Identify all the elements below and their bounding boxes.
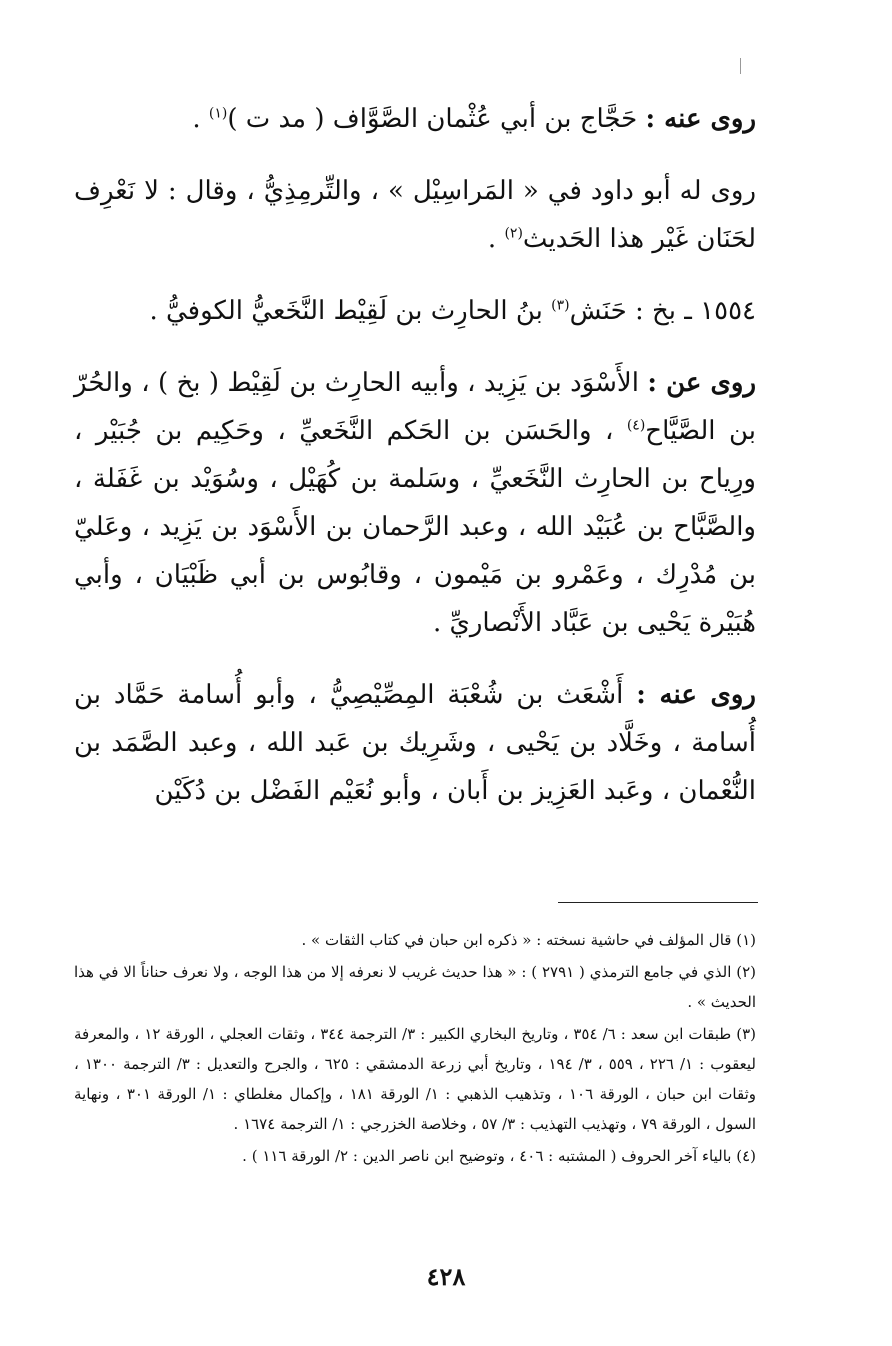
footnote-2: (٢) الذي في جامع الترمذي ( ٢٧٩١ ) : « هذا حديث غريب لا نعرفه إلا من هذا الوجه ، ولا نعرف حناناً الا في هذا الحديث » . [74, 963, 757, 1011]
paragraph-tail: بنُ الحارِث بن لَقِيْط النَّخَعيُّ الكوفيُّ . [149, 296, 552, 326]
paragraph-tail: . [192, 104, 209, 134]
paragraph-text: أَشْعَث بن شُعْبَة المِصِّيْصِيُّ ، وأبو أُسامة حَمَّاد بن أُسامة ، وخَلَّاد بن يَحْيى ، وشَرِيك بن عَبد الله ، وعبد الصَّمَد بن النُّعْمان ، وعَبد العَزِيز بن أَبان ، وأبو نُعَيْم الفَضْل بن دُكَيْن [74, 680, 756, 806]
footnote-3: (٣) طبقات ابن سعد : ٦/ ٣٥٤ ، وتاريخ البخاري الكبير : ٣/ الترجمة ٣٤٤ ، وثقات العجلي ، الورقة ١٢ ، والمعرفة ليعقوب : ١/ ٢٢٦ ، ٥٥٩ ، ٣/ ١٩٤ ، وتاريخ أبي زرعة الدمشقي : ٦٢٥ ، والجرح والتعديل : ٣/ الترجمة ١٣٠٠ ، وثقات ابن حبان ، الورقة ١٠٦ ، وتذهيب الذهبي : ١/ الورقة ١٨١ ، وإكمال مغلطاي : ١/ الورقة ٣٠١ ، ونهاية السول ، الورقة ٧٩ ، وتهذيب التهذيب : ٣/ ٥٧ ، وخلاصة الخزرجي : ١/ الترجمة ١٦٧٤ . [74, 1025, 757, 1133]
footnote-ref[interactable]: (٣) [551, 297, 570, 314]
paragraph-narrated-from [74, 359, 756, 647]
paragraph-text: روى له أبو داود في « المَراسِيْل » ، والتِّرمِذِيُّ ، وقال : لا نَعْرِف لحَنَان غَيْر هذا الحَديث [74, 176, 756, 254]
bold-lead: روى عنه : [645, 104, 756, 134]
paragraph-tail: . [487, 224, 505, 254]
scan-mark [740, 58, 741, 74]
entry-heading-1554 [74, 287, 756, 335]
footnotes [74, 925, 756, 1171]
footnote-ref[interactable]: (٢) [504, 225, 523, 242]
paragraph-text: الأَسْوَد بن يَزِيد ، وأبيه الحارِث بن لَقِيْط ( بخ ) ، والحُرّ بن الصَّيَّاح [74, 368, 756, 446]
footnote-ref[interactable]: (١) [208, 105, 228, 122]
footnote-ref[interactable]: (٤) [626, 417, 646, 434]
bold-lead: روى عنه : [636, 680, 756, 710]
paragraph-tail: ، والحَسَن بن الحَكم النَّخَعيِّ ، وحَكِيم بن جُبَيْر ، ورِياح بن الحارِث النَّخَعيِّ ، وسَلمة بن كُهَيْل ، وسُوَيْد بن غَفَلة ، والصَّبَّاح بن عُبَيْد الله ، وعبد الرَّحمان بن الأَسْوَد بن يَزِيد ، وعَليّ بن مُدْرِك ، وعَمْرو بن مَيْمون ، وقابُوس بن أبي ظَبْيَان ، وأبي هُبَيْرة يَحْيى بن عَبَّاد الأَنْصاريِّ . [74, 416, 756, 638]
footnote-4: (٤) بالياء آخر الحروف ( المشتبه : ٤٠٦ ، وتوضيح ابن ناصر الدين : ٢/ الورقة ١١٦ ) . [242, 1147, 756, 1165]
page-number: ٤٢٨ [426, 1262, 466, 1291]
paragraph-narrated-by [74, 167, 756, 263]
paragraph-text: حَجَّاج بن أبي عُثْمان الصَّوَّاف ( مد ت ) [227, 104, 646, 134]
paragraph-narrators-from-him [74, 95, 756, 143]
footnote-divider [558, 902, 758, 903]
bold-lead: روى عن : [647, 368, 756, 398]
paragraph-narrators-from-him-2 [74, 671, 756, 815]
paragraph-text: ١٥٥٤ ـ بخ : حَنَش [569, 296, 756, 326]
main-text [74, 95, 756, 815]
footnote-1: (١) قال المؤلف في حاشية نسخته : « ذكره ابن حبان في كتاب الثقات » . [301, 931, 756, 949]
